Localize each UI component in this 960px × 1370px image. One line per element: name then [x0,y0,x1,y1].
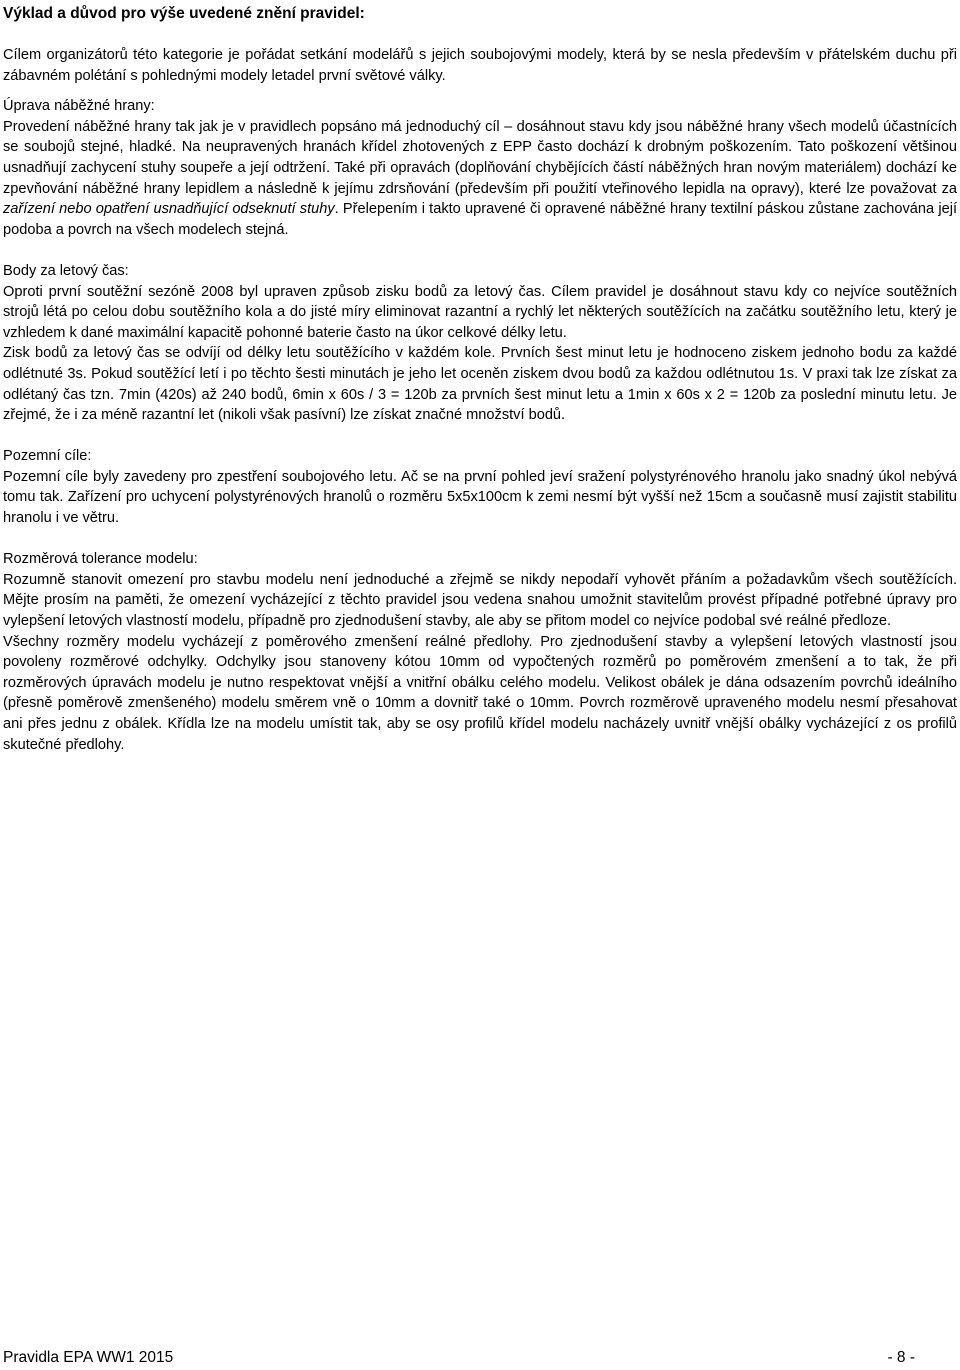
spacer [3,426,957,447]
dimension-tolerance-paragraph-1: Rozumně stanovit omezení pro stavbu modelu není jednoduché a zřejmě se nikdy nepodaří vyhovět přáním a požadavkům všech soutěžících. Mějte prosím na paměti, že omezení vycházející z těchto pravidel jsou vedena snahou umožnit stavitelům provést případné potřebné úpravy pro vylepšení letových vlastností modelu, případně pro zjednodušení stavby, ale aby se přitom model co nejvíce podobal své reálné předloze. [3,571,957,630]
spacer [3,86,957,96]
footer-document-title: Pravidla EPA WW1 2015 [3,1349,174,1366]
document-page [3,0,957,755]
leading-edge-text-b: . Přelepením i takto upravené či opravené náběžné hrany textilní páskou zůstane zachována její podoba a povrch na všech modelech stejná. [3,201,957,238]
section-title-leading-edge: Úprava náběžné hrany: [3,98,155,115]
ground-targets-paragraph: Pozemní cíle byly zavedeny pro zpestření soubojového letu. Ač se na první pohled jeví sražení polystyrénového hranolu jako snadný úkol nebývá tomu tak. Zařízení pro uchycení polystyrénových hranolů o rozměru 5x5x100cm k zemi nesmí být vyšší než 15cm a současně musí zajistit stabilitu hranolu i ve větru. [3,468,957,527]
footer-page-number: - 8 - [887,1349,915,1366]
spacer [3,529,957,550]
leading-edge-italic-text: zařízení nebo opatření usnadňující odseknutí stuhy [3,201,335,218]
intro-paragraph: Cílem organizátorů této kategorie je pořádat setkání modelářů s jejich soubojovými modely, která by se nesla především v přátelském duchu při zábavném polétání s pohlednými modely letadel první světové války. [3,47,957,84]
leading-edge-text-a: Provedení náběžné hrany tak jak je v pravidlech popsáno má jednoduchý cíl – dosáhnout stavu kdy jsou náběžné hrany všech modelů účastnících se soubojů stejné, hladké. Na neupravených hranách křídel zhotovených z EPP často dochází k drobným poškozením. Tato poškození většinou usnadňují zachycení stuhy soupeře a její odtržení. Také při opravách (doplňování chybějících částí náběžných hran novým materiálem) dochází ke zpevňování náběžné hrany lepidlem a následně k jejímu zdrsňování (především při použití vteřinového lepidla na opravy), které lze považovat za [3,118,957,197]
leading-edge-paragraph [3,117,957,241]
flight-time-paragraph-1: Oproti první soutěžní sezóně 2008 byl upraven způsob zisku bodů za letový čas. Cílem pravidel je dosáhnout stavu kdy co nejvíce soutěžních strojů létá po celou dobu soutěžního kola a do jisté míry eliminovat razantní a rychlý let některých soutěžících na začátku soutěžního letu, který je vzhledem k dané maximální kapacitě pohonné baterie často na úkor celkové délky letu. [3,283,957,341]
section-title-flight-time: Body za letový čas: [3,262,129,279]
dimension-tolerance-paragraph-2: Všechny rozměry modelu vycházejí z poměrového zmenšení reálné předlohy. Pro zjednodušení stavby a vylepšení letových vlastností jsou povoleny rozměrové odchylky. Odchylky jsou stanoveny kótou 10mm od vypočtených rozměrů po poměrovém zmenšení a to tak, že při rozměrových úpravách modelu je nutno respektovat vnější a vnitřní obálku celého modelu. Velikost obálek je dána odsazením povrchů ideálního (přesně poměrově zmenšeného) modelu směrem vně o 10mm a dovnitř také o 10mm. Povrch rozměrově upraveného modelu nesmí přesahovat ani přes jednu z obálek. Křídla lze na modelu umístit tak, aby se osy profilů křídel modelu nacházely uvnitř vnější obálky vycházející z os profilů skutečné předlohy. [3,633,957,753]
section-title-ground-targets: Pozemní cíle: [3,448,92,465]
section-title-dimension-tolerance: Rozměrová tolerance modelu: [3,551,198,568]
flight-time-paragraph-2: Zisk bodů za letový čas se odvíjí od délky letu soutěžícího v každém kole. Prvních šest minut letu je hodnoceno ziskem jednoho bodu za každé odlétnuté 3s. Pokud soutěžící letí i po těchto šesti minutách je jeho let oceněn ziskem dvou bodů za každou odlétnutou 1s. V praxi tak lze získat za odlétaný čas tzn. 7min (420s) až 240 bodů, 6min x 60s / 3 = 120b za prvních šest minut letu a 1min x 60s x 2 = 120b za poslední minutu letu. Je zřejmé, že i za méně razantní let (nikoli však pasívní) lze získat značné množství bodů. [3,345,957,424]
spacer [3,240,957,261]
page-footer [3,1348,915,1368]
page-heading: Výklad a důvod pro výše uvedené znění pravidel: [3,5,365,22]
